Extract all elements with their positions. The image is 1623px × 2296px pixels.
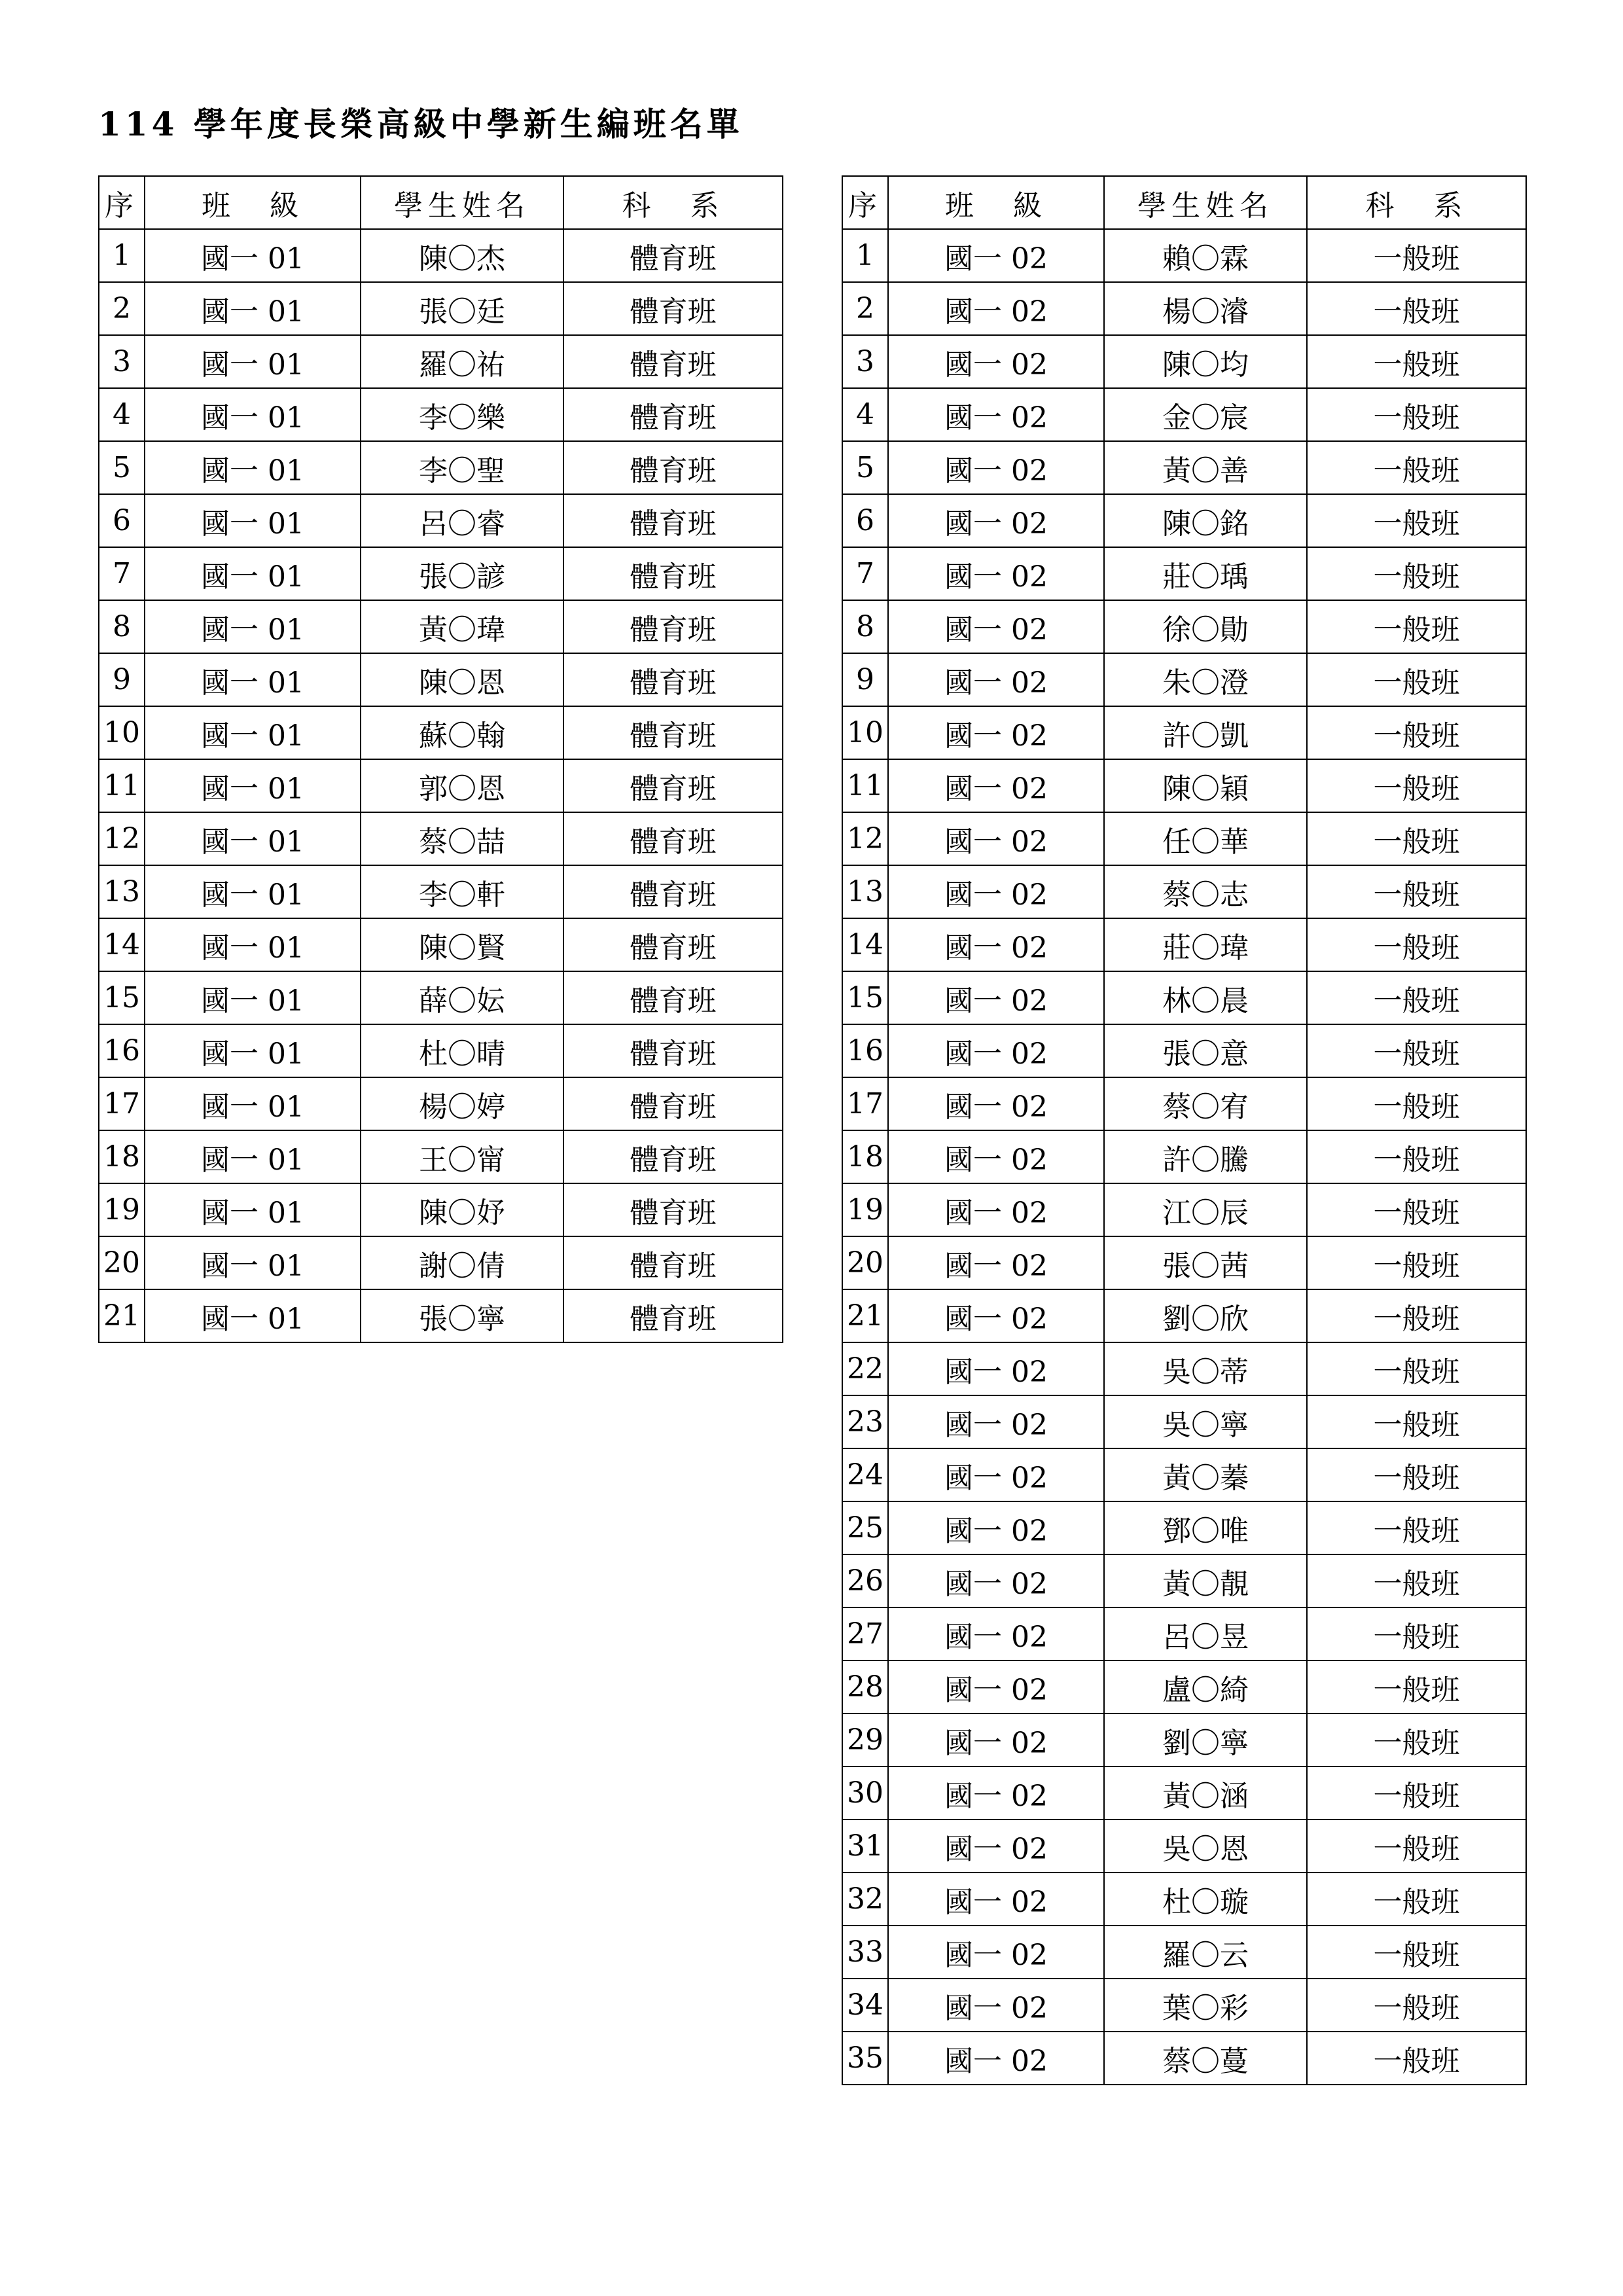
table-row [842, 971, 1526, 1024]
cell-department: 一般班 [1307, 1554, 1526, 1607]
cell-department: 一般班 [1307, 759, 1526, 812]
cell-student-name: 李〇軒 [361, 865, 563, 918]
cell-class: 國一 02 [888, 388, 1104, 441]
cell-student-name: 黃〇涵 [1104, 1767, 1307, 1820]
table-row [842, 1183, 1526, 1236]
cell-student-name: 任〇華 [1104, 812, 1307, 865]
cell-class: 國一 02 [888, 2032, 1104, 2085]
cell-seq: 28 [842, 1660, 888, 1713]
cell-student-name: 薛〇妘 [361, 971, 563, 1024]
cell-class: 國一 01 [145, 759, 361, 812]
table-row [842, 1342, 1526, 1395]
cell-department: 體育班 [563, 759, 783, 812]
cell-department: 一般班 [1307, 547, 1526, 600]
cell-student-name: 許〇凱 [1104, 706, 1307, 759]
cell-student-name: 黃〇靚 [1104, 1554, 1307, 1607]
cell-department: 一般班 [1307, 1448, 1526, 1501]
cell-student-name: 蔡〇蔓 [1104, 2032, 1307, 2085]
cell-student-name: 張〇意 [1104, 1024, 1307, 1077]
cell-seq: 3 [99, 335, 145, 388]
table-row [842, 812, 1526, 865]
table-row [842, 1395, 1526, 1448]
cell-department: 體育班 [563, 1236, 783, 1289]
cell-department: 一般班 [1307, 1873, 1526, 1926]
cell-seq: 35 [842, 2032, 888, 2085]
cell-student-name: 王〇甯 [361, 1130, 563, 1183]
table-row [99, 1077, 783, 1130]
cell-student-name: 蔡〇志 [1104, 865, 1307, 918]
table-row [99, 547, 783, 600]
cell-seq: 15 [842, 971, 888, 1024]
cell-seq: 20 [99, 1236, 145, 1289]
table-row [99, 706, 783, 759]
cell-seq: 9 [99, 653, 145, 706]
cell-department: 一般班 [1307, 494, 1526, 547]
cell-student-name: 陳〇穎 [1104, 759, 1307, 812]
cell-student-name: 蘇〇翰 [361, 706, 563, 759]
cell-class: 國一 02 [888, 547, 1104, 600]
cell-department: 體育班 [563, 600, 783, 653]
table-row [99, 388, 783, 441]
cell-student-name: 張〇廷 [361, 282, 563, 335]
cell-class: 國一 02 [888, 600, 1104, 653]
cell-seq: 16 [842, 1024, 888, 1077]
cell-student-name: 郭〇恩 [361, 759, 563, 812]
cell-student-name: 杜〇晴 [361, 1024, 563, 1077]
cell-class: 國一 02 [888, 1395, 1104, 1448]
table-row [842, 706, 1526, 759]
cell-seq: 16 [99, 1024, 145, 1077]
cell-class: 國一 01 [145, 1236, 361, 1289]
cell-student-name: 蔡〇喆 [361, 812, 563, 865]
cell-class: 國一 02 [888, 1767, 1104, 1820]
cell-student-name: 張〇諺 [361, 547, 563, 600]
cell-class: 國一 02 [888, 1077, 1104, 1130]
cell-department: 一般班 [1307, 2032, 1526, 2085]
cell-seq: 23 [842, 1395, 888, 1448]
cell-department: 一般班 [1307, 441, 1526, 494]
cell-student-name: 黃〇瑋 [361, 600, 563, 653]
cell-seq: 4 [99, 388, 145, 441]
cell-class: 國一 02 [888, 282, 1104, 335]
table-row [842, 865, 1526, 918]
cell-seq: 24 [842, 1448, 888, 1501]
table-row [842, 229, 1526, 282]
table-row [99, 865, 783, 918]
table-row [99, 759, 783, 812]
table-header-row [842, 176, 1526, 229]
cell-seq: 13 [842, 865, 888, 918]
cell-seq: 2 [842, 282, 888, 335]
table-row [842, 1873, 1526, 1926]
cell-student-name: 楊〇婷 [361, 1077, 563, 1130]
page-title: 114 學年度長榮高級中學新生編班名單 [98, 105, 743, 143]
cell-department: 體育班 [563, 653, 783, 706]
cell-seq: 3 [842, 335, 888, 388]
cell-student-name: 徐〇勛 [1104, 600, 1307, 653]
table-row [99, 600, 783, 653]
header-class: 班 級 [888, 176, 1104, 229]
cell-student-name: 鄧〇唯 [1104, 1501, 1307, 1554]
cell-student-name: 吳〇寧 [1104, 1395, 1307, 1448]
cell-student-name: 李〇聖 [361, 441, 563, 494]
cell-class: 國一 02 [888, 1342, 1104, 1395]
cell-department: 體育班 [563, 229, 783, 282]
cell-class: 國一 01 [145, 812, 361, 865]
cell-student-name: 許〇騰 [1104, 1130, 1307, 1183]
table-row [842, 1130, 1526, 1183]
cell-class: 國一 02 [888, 335, 1104, 388]
cell-student-name: 陳〇銘 [1104, 494, 1307, 547]
cell-class: 國一 02 [888, 971, 1104, 1024]
cell-class: 國一 02 [888, 494, 1104, 547]
cell-student-name: 朱〇澄 [1104, 653, 1307, 706]
cell-department: 體育班 [563, 547, 783, 600]
cell-department: 體育班 [563, 918, 783, 971]
cell-class: 國一 02 [888, 1607, 1104, 1660]
cell-seq: 10 [842, 706, 888, 759]
cell-department: 一般班 [1307, 1236, 1526, 1289]
table-row [842, 1767, 1526, 1820]
cell-department: 一般班 [1307, 1767, 1526, 1820]
cell-class: 國一 02 [888, 918, 1104, 971]
table-row [842, 1554, 1526, 1607]
cell-department: 一般班 [1307, 388, 1526, 441]
table-row [99, 1130, 783, 1183]
cell-department: 一般班 [1307, 1342, 1526, 1395]
cell-class: 國一 02 [888, 441, 1104, 494]
header-department: 科 系 [1307, 176, 1526, 229]
cell-seq: 13 [99, 865, 145, 918]
cell-seq: 9 [842, 653, 888, 706]
cell-seq: 17 [99, 1077, 145, 1130]
cell-department: 體育班 [563, 1289, 783, 1342]
cell-seq: 8 [99, 600, 145, 653]
table-row [842, 1448, 1526, 1501]
cell-department: 一般班 [1307, 1395, 1526, 1448]
cell-seq: 18 [99, 1130, 145, 1183]
table-row [842, 1926, 1526, 1979]
cell-seq: 18 [842, 1130, 888, 1183]
cell-seq: 5 [842, 441, 888, 494]
cell-department: 一般班 [1307, 1607, 1526, 1660]
table-row [842, 2032, 1526, 2085]
cell-seq: 14 [99, 918, 145, 971]
cell-department: 一般班 [1307, 1024, 1526, 1077]
cell-department: 一般班 [1307, 1713, 1526, 1767]
cell-department: 一般班 [1307, 812, 1526, 865]
cell-class: 國一 02 [888, 229, 1104, 282]
cell-department: 一般班 [1307, 971, 1526, 1024]
cell-department: 體育班 [563, 1130, 783, 1183]
table-body [99, 229, 783, 1342]
cell-seq: 32 [842, 1873, 888, 1926]
cell-student-name: 金〇宸 [1104, 388, 1307, 441]
table-row [99, 441, 783, 494]
cell-class: 國一 01 [145, 1289, 361, 1342]
cell-student-name: 張〇寧 [361, 1289, 563, 1342]
cell-seq: 6 [99, 494, 145, 547]
cell-department: 體育班 [563, 971, 783, 1024]
cell-department: 體育班 [563, 706, 783, 759]
cell-class: 國一 01 [145, 918, 361, 971]
cell-student-name: 黃〇善 [1104, 441, 1307, 494]
cell-class: 國一 01 [145, 1024, 361, 1077]
header-seq: 序 [842, 176, 888, 229]
cell-seq: 15 [99, 971, 145, 1024]
cell-department: 體育班 [563, 1077, 783, 1130]
cell-student-name: 黃〇蓁 [1104, 1448, 1307, 1501]
cell-department: 體育班 [563, 1183, 783, 1236]
cell-student-name: 陳〇妤 [361, 1183, 563, 1236]
cell-class: 國一 02 [888, 1873, 1104, 1926]
header-student-name: 學生姓名 [1104, 176, 1307, 229]
table-header-row [99, 176, 783, 229]
cell-student-name: 林〇晨 [1104, 971, 1307, 1024]
table-row [99, 335, 783, 388]
cell-seq: 5 [99, 441, 145, 494]
table-row [842, 759, 1526, 812]
cell-class: 國一 02 [888, 1024, 1104, 1077]
cell-department: 一般班 [1307, 653, 1526, 706]
cell-seq: 21 [99, 1289, 145, 1342]
cell-department: 一般班 [1307, 918, 1526, 971]
cell-student-name: 賴〇霖 [1104, 229, 1307, 282]
cell-student-name: 蔡〇宥 [1104, 1077, 1307, 1130]
cell-student-name: 李〇樂 [361, 388, 563, 441]
table-row [99, 1236, 783, 1289]
cell-seq: 27 [842, 1607, 888, 1660]
cell-student-name: 莊〇瑀 [1104, 547, 1307, 600]
table-row [842, 1607, 1526, 1660]
cell-class: 國一 02 [888, 1713, 1104, 1767]
cell-student-name: 葉〇彩 [1104, 1979, 1307, 2032]
cell-department: 體育班 [563, 388, 783, 441]
table-row [842, 282, 1526, 335]
cell-department: 一般班 [1307, 1501, 1526, 1554]
cell-department: 一般班 [1307, 865, 1526, 918]
cell-seq: 11 [99, 759, 145, 812]
cell-student-name: 杜〇璇 [1104, 1873, 1307, 1926]
cell-class: 國一 02 [888, 865, 1104, 918]
cell-student-name: 張〇茜 [1104, 1236, 1307, 1289]
cell-seq: 26 [842, 1554, 888, 1607]
cell-student-name: 陳〇恩 [361, 653, 563, 706]
table-row [842, 1236, 1526, 1289]
cell-class: 國一 02 [888, 1979, 1104, 2032]
cell-seq: 20 [842, 1236, 888, 1289]
cell-class: 國一 01 [145, 1077, 361, 1130]
table-row [842, 918, 1526, 971]
cell-seq: 31 [842, 1820, 888, 1873]
cell-class: 國一 02 [888, 1448, 1104, 1501]
cell-department: 一般班 [1307, 1820, 1526, 1873]
cell-department: 一般班 [1307, 229, 1526, 282]
table-row [842, 1501, 1526, 1554]
header-student-name: 學生姓名 [361, 176, 563, 229]
cell-class: 國一 01 [145, 865, 361, 918]
cell-class: 國一 02 [888, 1236, 1104, 1289]
cell-department: 一般班 [1307, 1289, 1526, 1342]
cell-department: 一般班 [1307, 1660, 1526, 1713]
table-row [842, 547, 1526, 600]
cell-class: 國一 02 [888, 1820, 1104, 1873]
cell-department: 一般班 [1307, 1077, 1526, 1130]
table-row [842, 1077, 1526, 1130]
cell-student-name: 江〇辰 [1104, 1183, 1307, 1236]
cell-department: 體育班 [563, 812, 783, 865]
cell-seq: 10 [99, 706, 145, 759]
cell-department: 一般班 [1307, 1979, 1526, 2032]
table-row [99, 1289, 783, 1342]
table-row [99, 229, 783, 282]
table-row [842, 1289, 1526, 1342]
cell-seq: 19 [842, 1183, 888, 1236]
cell-seq: 33 [842, 1926, 888, 1979]
cell-seq: 2 [99, 282, 145, 335]
cell-seq: 7 [842, 547, 888, 600]
cell-seq: 25 [842, 1501, 888, 1554]
cell-department: 體育班 [563, 441, 783, 494]
table-row [842, 600, 1526, 653]
table-row [842, 1024, 1526, 1077]
table-row [99, 812, 783, 865]
table-row [842, 1820, 1526, 1873]
cell-department: 一般班 [1307, 706, 1526, 759]
roster-table-class-01 [98, 175, 783, 1343]
cell-student-name: 劉〇欣 [1104, 1289, 1307, 1342]
cell-student-name: 呂〇睿 [361, 494, 563, 547]
cell-class: 國一 02 [888, 812, 1104, 865]
table-row [842, 335, 1526, 388]
cell-student-name: 陳〇賢 [361, 918, 563, 971]
cell-class: 國一 02 [888, 1926, 1104, 1979]
cell-student-name: 吳〇恩 [1104, 1820, 1307, 1873]
cell-seq: 7 [99, 547, 145, 600]
table-row [842, 388, 1526, 441]
cell-class: 國一 02 [888, 706, 1104, 759]
cell-seq: 8 [842, 600, 888, 653]
cell-department: 一般班 [1307, 1130, 1526, 1183]
cell-class: 國一 02 [888, 1660, 1104, 1713]
cell-class: 國一 02 [888, 1554, 1104, 1607]
cell-seq: 12 [99, 812, 145, 865]
cell-class: 國一 02 [888, 1130, 1104, 1183]
cell-class: 國一 01 [145, 653, 361, 706]
cell-seq: 1 [99, 229, 145, 282]
cell-class: 國一 01 [145, 229, 361, 282]
cell-seq: 11 [842, 759, 888, 812]
table-row [842, 1660, 1526, 1713]
cell-seq: 22 [842, 1342, 888, 1395]
table-row [99, 918, 783, 971]
cell-class: 國一 01 [145, 335, 361, 388]
cell-department: 一般班 [1307, 600, 1526, 653]
table-row [99, 494, 783, 547]
cell-student-name: 莊〇瑋 [1104, 918, 1307, 971]
cell-class: 國一 01 [145, 1130, 361, 1183]
header-class: 班 級 [145, 176, 361, 229]
cell-class: 國一 01 [145, 600, 361, 653]
cell-seq: 30 [842, 1767, 888, 1820]
cell-student-name: 羅〇祐 [361, 335, 563, 388]
cell-seq: 21 [842, 1289, 888, 1342]
table-row [99, 653, 783, 706]
cell-class: 國一 02 [888, 1501, 1104, 1554]
table-row [99, 282, 783, 335]
cell-seq: 4 [842, 388, 888, 441]
cell-class: 國一 01 [145, 547, 361, 600]
table-row [99, 1183, 783, 1236]
cell-department: 一般班 [1307, 335, 1526, 388]
header-seq: 序 [99, 176, 145, 229]
cell-student-name: 楊〇濬 [1104, 282, 1307, 335]
table-row [842, 441, 1526, 494]
table-row [842, 494, 1526, 547]
cell-class: 國一 01 [145, 1183, 361, 1236]
table-row [842, 653, 1526, 706]
cell-student-name: 盧〇綺 [1104, 1660, 1307, 1713]
cell-class: 國一 02 [888, 759, 1104, 812]
cell-department: 體育班 [563, 1024, 783, 1077]
roster-table-class-02 [842, 175, 1527, 2085]
table-body [842, 229, 1526, 2085]
cell-department: 體育班 [563, 865, 783, 918]
cell-seq: 14 [842, 918, 888, 971]
table-row [842, 1713, 1526, 1767]
cell-student-name: 羅〇云 [1104, 1926, 1307, 1979]
cell-student-name: 陳〇均 [1104, 335, 1307, 388]
cell-class: 國一 02 [888, 653, 1104, 706]
cell-department: 體育班 [563, 282, 783, 335]
cell-seq: 19 [99, 1183, 145, 1236]
cell-seq: 6 [842, 494, 888, 547]
cell-class: 國一 01 [145, 706, 361, 759]
cell-student-name: 謝〇倩 [361, 1236, 563, 1289]
cell-student-name: 呂〇昱 [1104, 1607, 1307, 1660]
cell-seq: 29 [842, 1713, 888, 1767]
cell-student-name: 劉〇寧 [1104, 1713, 1307, 1767]
cell-seq: 34 [842, 1979, 888, 2032]
cell-class: 國一 01 [145, 441, 361, 494]
cell-student-name: 吳〇蒂 [1104, 1342, 1307, 1395]
cell-seq: 12 [842, 812, 888, 865]
cell-class: 國一 01 [145, 282, 361, 335]
table-row [842, 1979, 1526, 2032]
cell-department: 一般班 [1307, 1926, 1526, 1979]
cell-department: 體育班 [563, 494, 783, 547]
cell-class: 國一 01 [145, 971, 361, 1024]
cell-seq: 1 [842, 229, 888, 282]
cell-class: 國一 01 [145, 494, 361, 547]
cell-class: 國一 02 [888, 1289, 1104, 1342]
cell-department: 一般班 [1307, 282, 1526, 335]
cell-student-name: 陳〇杰 [361, 229, 563, 282]
cell-department: 體育班 [563, 335, 783, 388]
header-department: 科 系 [563, 176, 783, 229]
cell-class: 國一 01 [145, 388, 361, 441]
table-row [99, 971, 783, 1024]
cell-seq: 17 [842, 1077, 888, 1130]
cell-class: 國一 02 [888, 1183, 1104, 1236]
table-row [99, 1024, 783, 1077]
cell-department: 一般班 [1307, 1183, 1526, 1236]
